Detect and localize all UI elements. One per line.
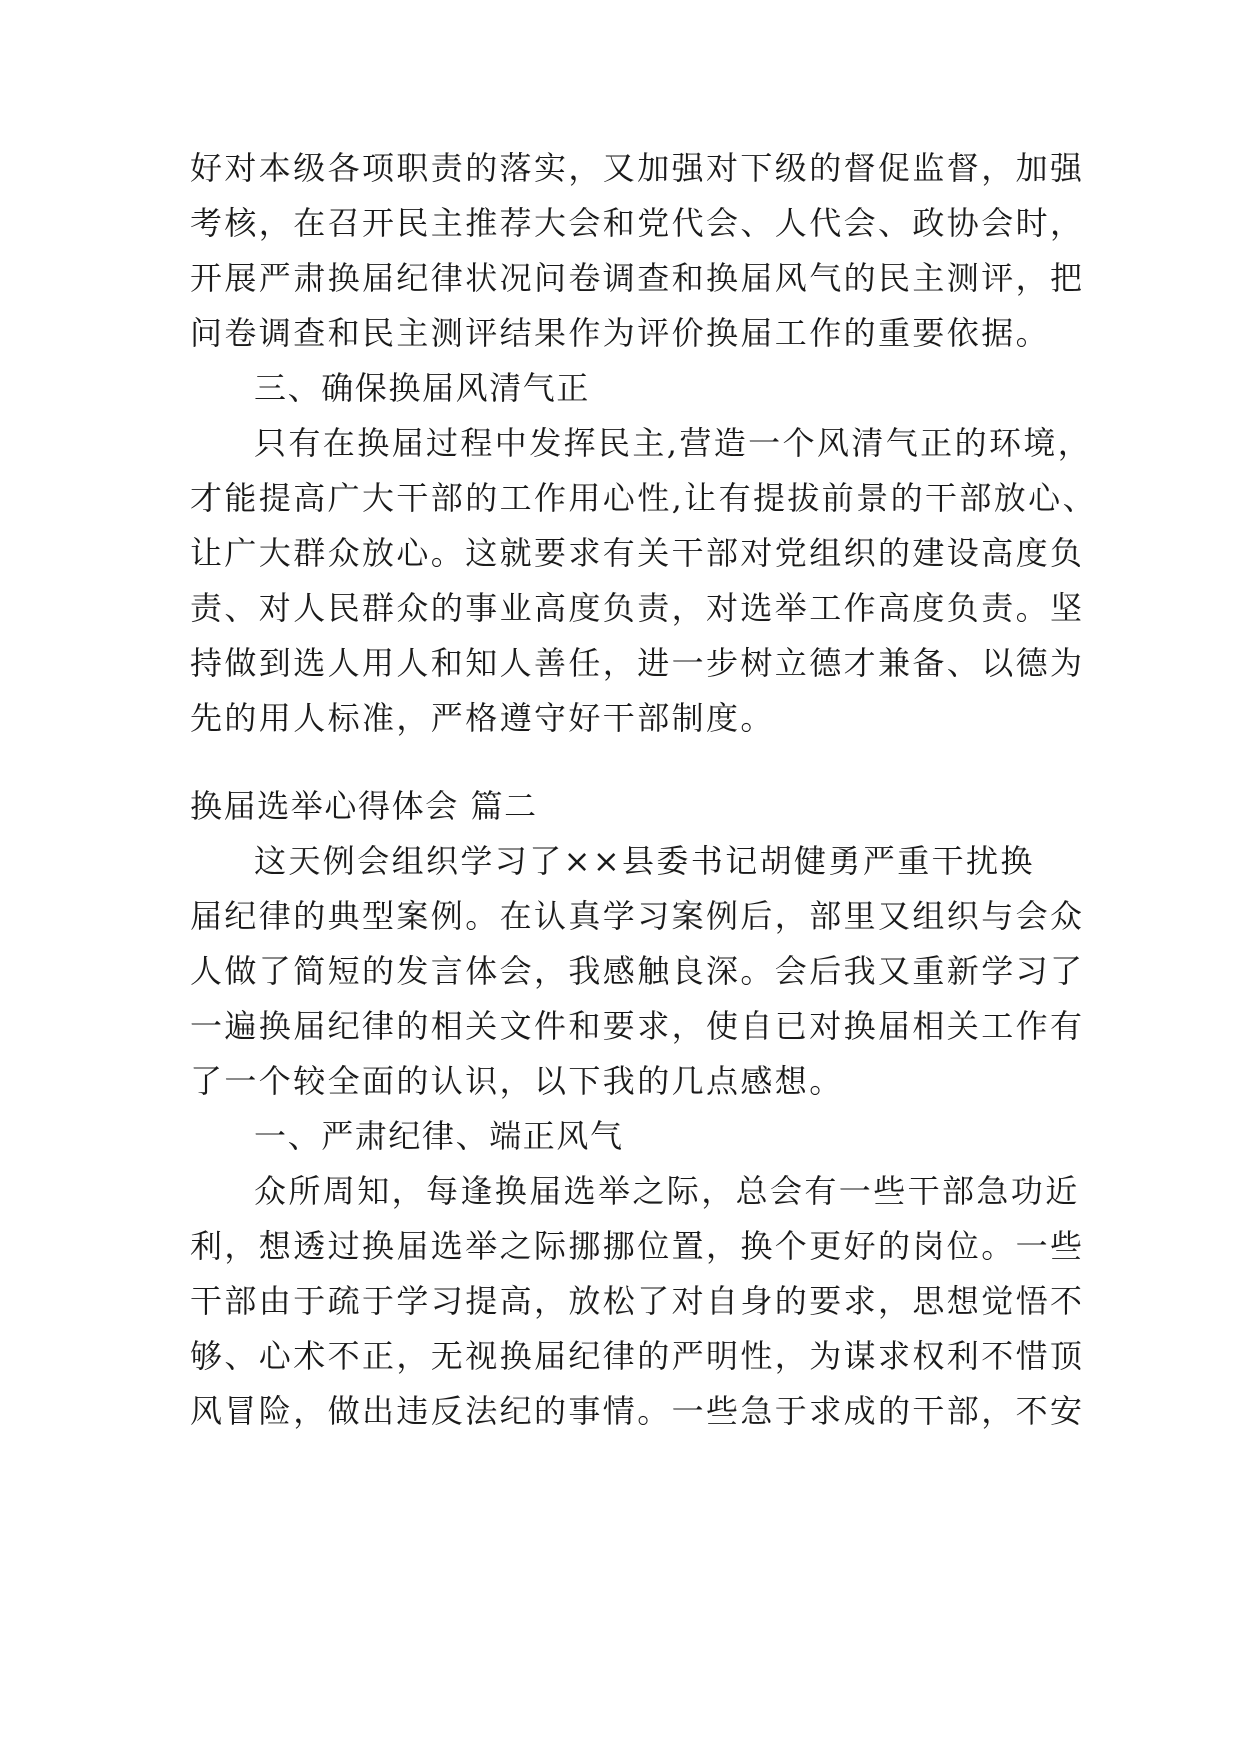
paragraph-line: 风冒险，做出违反法纪的事情。一些急于求成的干部，不安 xyxy=(190,1392,1085,1430)
paragraph-line: 考核，在召开民主推荐大会和党代会、人代会、政协会时， xyxy=(190,204,1085,242)
paragraph-line: 干部由于疏于学习提高，放松了对自身的要求，思想觉悟不 xyxy=(190,1282,1085,1320)
paragraph-line: 开展严肃换届纪律状况问卷调查和换届风气的民主测评，把 xyxy=(190,259,1085,297)
section-heading: 一、严肃纪律、端正风气 xyxy=(254,1117,624,1155)
paragraph-line: 这天例会组织学习了××县委书记胡健勇严重干扰换 xyxy=(254,842,1035,880)
paragraph-line: 好对本级各项职责的落实，又加强对下级的督促监督，加强 xyxy=(190,149,1085,187)
paragraph-line: 众所周知，每逢换届选举之际，总会有一些干部急功近 xyxy=(254,1172,1080,1210)
paragraph-line: 只有在换届过程中发挥民主,营造一个风清气正的环境， xyxy=(254,424,1093,462)
paragraph-line: 问卷调查和民主测评结果作为评价换届工作的重要依据。 xyxy=(190,314,1051,352)
paragraph-line: 利，想透过换届选举之际挪挪位置，换个更好的岗位。一些 xyxy=(190,1227,1085,1265)
paragraph-line: 够、心术不正，无视换届纪律的严明性，为谋求权利不惜顶 xyxy=(190,1337,1085,1375)
section-heading: 三、确保换届风清气正 xyxy=(254,369,591,407)
article-title: 换届选举心得体会 篇二 xyxy=(190,787,538,825)
paragraph-line: 届纪律的典型案例。在认真学习案例后，部里又组织与会众 xyxy=(190,897,1085,935)
paragraph-line: 了一个较全面的认识，以下我的几点感想。 xyxy=(190,1062,844,1100)
paragraph-line: 持做到选人用人和知人善任，进一步树立德才兼备、以德为 xyxy=(190,644,1085,682)
paragraph-line: 责、对人民群众的事业高度负责，对选举工作高度负责。坚 xyxy=(190,589,1085,627)
paragraph-line: 人做了简短的发言体会，我感触良深。会后我又重新学习了 xyxy=(190,952,1085,990)
paragraph-line: 先的用人标准，严格遵守好干部制度。 xyxy=(190,699,775,737)
paragraph-line: 让广大群众放心。这就要求有关干部对党组织的建设高度负 xyxy=(190,534,1085,572)
paragraph-line: 一遍换届纪律的相关文件和要求，使自已对换届相关工作有 xyxy=(190,1007,1085,1045)
paragraph-line: 才能提高广大干部的工作用心性,让有提拔前景的干部放心、 xyxy=(190,479,1097,517)
